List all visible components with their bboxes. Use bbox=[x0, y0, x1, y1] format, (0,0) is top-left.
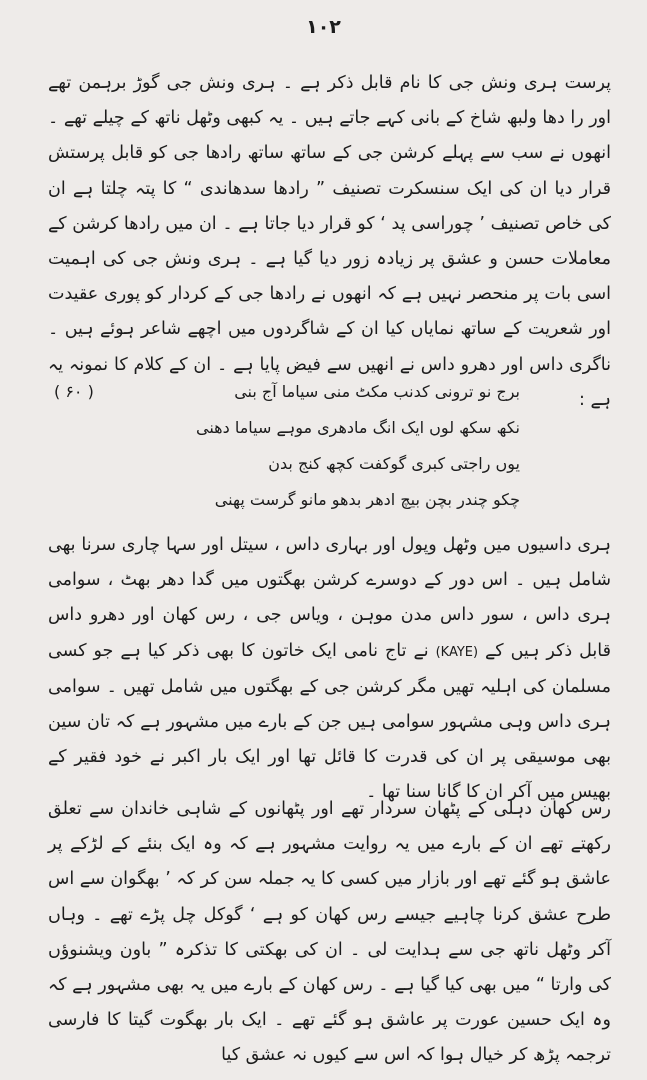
paragraph-2-continued: نے تاج نامی ایک خاتون کا بھی ذکر کیا ہے جو کسی مسلمان کی اہلیہ تھیں مگر کرشن جی کے بھگتوں میں شامل تھیں ۔ سوامی ہری داس وہی مشہور سوامی ہیں جن کے بارے میں مشہور ہے کہ تان سین بھی موسیقی پر ان کی قدرت کا قائل تھا اور ایک بار اکبر نے خود فقیر کے بھیس میں آکر ان کا گانا سنا تھا ۔ bbox=[48, 640, 611, 803]
verse-reference: ( ۶۰ ) bbox=[54, 382, 94, 401]
poem-line: چکو چندر بچن بیچ ادھر بدھو مانو گرست پھنی bbox=[214, 490, 520, 509]
page-number: ۱۰۲ bbox=[306, 16, 341, 38]
poem-block bbox=[160, 374, 520, 518]
paragraph-2 bbox=[48, 528, 611, 811]
paragraph-1: پرست ہری ونش جی کا نام قابل ذکر ہے ۔ ہری ونش جی گوڑ برہمن تھے اور را دھا ولبھ شاخ کے بانی کہے جاتے ہیں ۔ یہ کبھی وٹھل ناتھ کے چیلے تھے ۔ انھوں نے سب سے پہلے کرشن جی کے ساتھ ساتھ رادھا جی کو قابل پرستش قرار دیا ان کی ایک سنسکرت تصنیف ” رادھا سدھاندی “ کا پتہ چلتا ہے ان کی خاص تصنیف ’ چوراسی پد ‘ کو قرار دیا جاتا ہے ۔ ان میں رادھا کرشن کے معاملات حسن و عشق پر زیادہ زور دیا گیا ہے ۔ ہری ونش جی کی اہمیت اسی بات پر منحصر نہیں ہے کہ انھوں نے رادھا جی کے کردار کو پوری عقیدت اور شعریت کے ساتھ نمایاں کیا ان کے شاگردوں میں اچھے شاعر ہوئے ہیں ۔ ناگری داس اور دھرو داس نے انھیں سے فیض پایا ہے ۔ ان کے کلام کا نمونہ یہ ہے : bbox=[48, 73, 611, 410]
poem-line: برج نو ترونی کدنب مکٹ منی سیاما آج بنی bbox=[234, 382, 520, 401]
paragraph-3: رس کھان دہلی کے پٹھان سردار تھے اور پٹھانوں کے شاہی خاندان سے تعلق رکھتے تھے ان کے بارے میں یہ روایت مشہور ہے کہ وہ ایک بنئے کے لڑکے پر عاشق ہو گئے تھے اور بازار میں کسی کا یہ جملہ سن کر کہ ’ بھگوان سے اس طرح عشق کرنا چاہیے جیسے رس کھان کو ہے ‘ گوکل چل پڑے تھے ۔ وہاں آکر وٹھل ناتھ جی سے ہدایت لی ۔ ان کی بھکتی کا تذکرہ ” باون ویشنوؤں کی وارتا “ میں بھی کیا گیا ہے ۔ رس کھان کے بارے میں یہ بھی مشہور ہے کہ وہ ایک حسین عورت پر عاشق ہو گئے تھے ۔ ایک بار بھگوت گیتا کا فارسی ترجمہ پڑھ کر خیال ہوا کہ اس سے کیوں نہ عشق کیا bbox=[48, 799, 611, 1066]
poem-line: نکھ سکھ لوں ایک انگ مادھری موہے سیاما دھنی bbox=[196, 418, 520, 437]
poem-line: یوں راجتی کبری گوکفت کچھ کنج بدن bbox=[268, 454, 520, 473]
latin-note: (KAYE) bbox=[435, 644, 479, 660]
paragraph-2-text: ہری داسیوں میں وٹھل وپول اور بہاری داس ، سیتل اور سہا چاری سرنا بھی شامل ہیں ۔ اس دور کے دوسرے کرشن بھگتوں میں گدا دھر بھٹ ، سوامی ہری داس ، سور داس مدن موہن ، ویاس جی ، رس کھان اور دھرو داس قابل ذکر ہیں کے bbox=[48, 535, 612, 661]
